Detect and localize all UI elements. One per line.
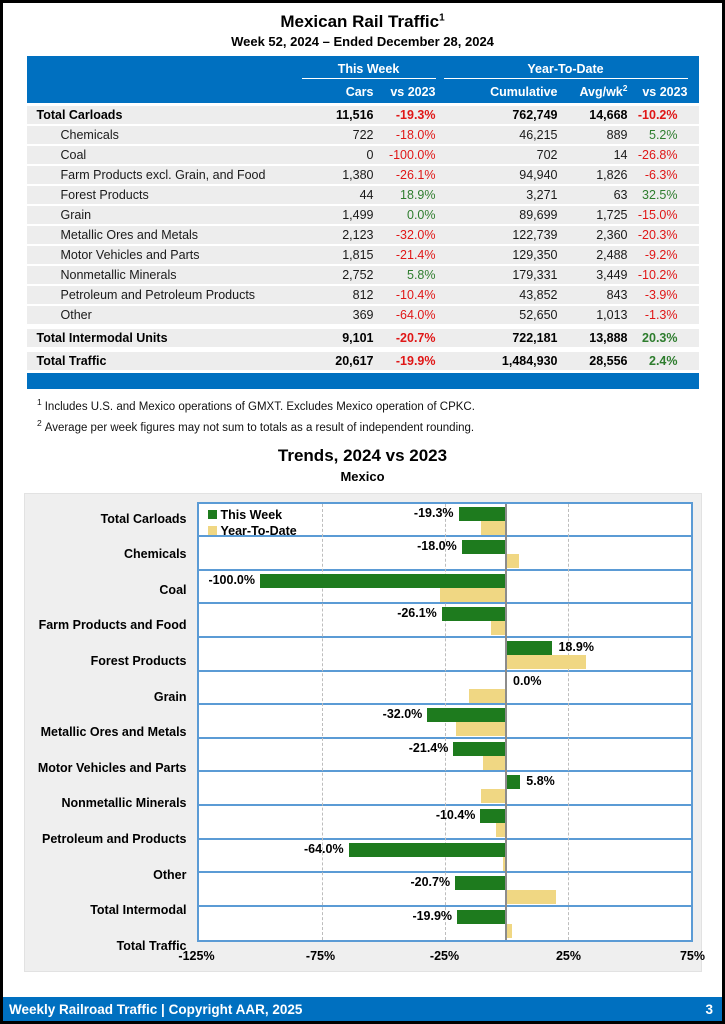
zero-axis-line: [505, 504, 507, 941]
chart-category-label: Chemicals: [123, 547, 187, 562]
table-row: [27, 306, 699, 324]
table-row: [27, 352, 699, 370]
gridline: [568, 504, 569, 941]
cell-cumulative: 89,699: [519, 208, 558, 222]
cell-cumulative: 43,852: [519, 288, 558, 302]
cell-vs-2023-ytd: 2.4%: [649, 354, 678, 368]
chart-category-label: Motor Vehicles and Parts: [37, 760, 187, 775]
page-subtitle: Week 52, 2024 – Ended December 28, 2024: [231, 34, 494, 49]
cell-vs-2023-week: -26.1%: [395, 168, 436, 182]
chart-legend: [208, 507, 297, 539]
x-axis-tick-label: 25%: [555, 949, 582, 964]
column-header-vs-2023-week: vs 2023: [390, 85, 436, 99]
bar-this-week: [506, 641, 552, 655]
cell-cumulative: 129,350: [512, 248, 558, 262]
footer-page-number: 3: [705, 1001, 713, 1017]
cell-cumulative: 179,331: [512, 268, 558, 282]
bar-this-week: [462, 540, 506, 554]
cell-vs-2023-ytd: -10.2%: [637, 268, 678, 282]
column-header-cumulative: Cumulative: [490, 85, 558, 99]
x-axis-tick-label: -75%: [305, 949, 336, 964]
cell-cumulative: 122,739: [512, 228, 558, 242]
cell-cumulative: 52,650: [519, 308, 558, 322]
row-label: Total Traffic: [36, 354, 107, 368]
chart-category-label: Other: [153, 867, 187, 882]
table-header: [27, 56, 699, 103]
table-column-header-row: [27, 79, 699, 99]
chart-band: [199, 571, 691, 605]
footnote: $^1$ Includes U.S. and Mexico operations of GMXT. Excludes Mexico operation of CPKC.: [37, 397, 475, 413]
cell-vs-2023-week: -64.0%: [395, 308, 436, 322]
legend-item-year-to-date: Year-To-Date: [208, 523, 297, 539]
group-header-year-to-date: Year-To-Date: [444, 62, 688, 79]
bar-year-to-date: [469, 689, 506, 703]
cell-cars: 2,123: [342, 228, 374, 242]
chart-category-label: Metallic Ores and Metals: [40, 725, 187, 740]
bar-value-label: -20.7%: [410, 875, 451, 890]
bar-value-label: -19.9%: [412, 908, 453, 923]
column-header-avg-wk: Avg/$wk^2$: [579, 82, 628, 99]
chart-category-label: Total Carloads: [100, 511, 187, 526]
cell-vs-2023-ytd: -26.8%: [637, 148, 678, 162]
cell-cumulative: 3,271: [526, 188, 558, 202]
row-label: Total Intermodal Units: [36, 331, 168, 345]
table-bottom-divider: [27, 373, 699, 389]
bar-this-week: [260, 574, 506, 588]
bar-year-to-date: [506, 655, 586, 669]
cell-cars: 9,101: [342, 331, 374, 345]
cell-cars: 369: [352, 308, 374, 322]
chart-category-label: Farm Products and Food: [38, 618, 187, 633]
cell-avg-wk: 2,360: [596, 228, 628, 242]
legend-item-this-week: This Week: [208, 507, 297, 523]
chart-category-label: Grain: [153, 689, 187, 704]
bar-value-label: -19.3%: [413, 505, 454, 520]
table-row: [27, 246, 699, 264]
cell-avg-wk: 1,826: [596, 168, 628, 182]
footnotes: [37, 397, 722, 434]
cell-cumulative: 94,940: [519, 168, 558, 182]
bar-value-label: -100.0%: [208, 572, 255, 587]
bar-year-to-date: [506, 890, 556, 904]
cell-cumulative: 722,181: [512, 331, 558, 345]
bar-value-label: -32.0%: [382, 707, 423, 722]
bar-year-to-date: [481, 789, 506, 803]
cell-cars: 11,516: [335, 108, 374, 122]
bar-this-week: [459, 507, 506, 521]
cell-vs-2023-ytd: 5.2%: [649, 128, 678, 142]
bar-value-label: -21.4%: [408, 740, 449, 755]
cell-vs-2023-week: -21.4%: [395, 248, 436, 262]
cell-cars: 0: [366, 148, 374, 162]
bar-this-week: [442, 607, 506, 621]
cell-vs-2023-week: -32.0%: [395, 228, 436, 242]
row-label: Chemicals: [60, 128, 119, 142]
cell-vs-2023-week: 18.9%: [400, 188, 436, 202]
column-header-cars: Cars: [345, 85, 374, 99]
bar-value-label: 5.8%: [526, 774, 555, 789]
cell-cars: 722: [352, 128, 374, 142]
bar-year-to-date: [506, 554, 519, 568]
cell-cars: 2,752: [342, 268, 374, 282]
chart-title: Trends, 2024 vs 2023: [277, 445, 448, 465]
table-row: [27, 226, 699, 244]
cell-avg-wk: 1,013: [596, 308, 628, 322]
bar-value-label: 0.0%: [513, 673, 542, 688]
cell-vs-2023-ytd: -6.3%: [644, 168, 678, 182]
cell-vs-2023-week: -10.4%: [395, 288, 436, 302]
cell-vs-2023-week: -19.9%: [395, 354, 436, 368]
cell-avg-wk: 843: [606, 288, 628, 302]
table-row: [27, 106, 699, 124]
chart-category-label: Total Traffic: [116, 938, 187, 953]
bar-this-week: [455, 876, 506, 890]
table-row: [27, 186, 699, 204]
row-label: Farm Products excl. Grain, and Food: [60, 168, 266, 182]
chart-category-label: Coal: [159, 582, 187, 597]
legend-swatch-this-week: [208, 510, 217, 519]
report-header: [3, 12, 722, 49]
group-header-this-week: This Week: [302, 62, 436, 79]
column-header-vs-2023-ytd: vs 2023: [642, 85, 688, 99]
cell-vs-2023-ytd: -15.0%: [637, 208, 678, 222]
cell-cars: 1,815: [342, 248, 374, 262]
table-row: [27, 146, 699, 164]
bar-year-to-date: [440, 588, 506, 602]
bar-this-week: [457, 910, 506, 924]
table-row: [27, 206, 699, 224]
cell-vs-2023-ytd: -9.2%: [644, 248, 678, 262]
cell-vs-2023-week: 0.0%: [407, 208, 436, 222]
cell-avg-wk: 13,888: [589, 331, 628, 345]
bar-value-label: -26.1%: [397, 606, 437, 621]
title-footnote-marker: 1: [439, 12, 445, 24]
cell-avg-wk: 3,449: [596, 268, 628, 282]
table-group-header-row: [27, 59, 699, 79]
bar-year-to-date: [483, 756, 506, 770]
cell-cumulative: 762,749: [512, 108, 558, 122]
footnote: $^2$ Average per week figures may not sum to totals as a result of independent rounding.: [37, 417, 475, 434]
bar-this-week: [427, 708, 506, 722]
cell-vs-2023-week: -19.3%: [395, 108, 436, 122]
cell-cars: 812: [352, 288, 374, 302]
chart-category-labels: [29, 502, 197, 968]
chart-subtitle: Mexico: [340, 468, 385, 484]
chart-category-label: Forest Products: [90, 653, 187, 668]
cell-avg-wk: 2,488: [596, 248, 628, 262]
cell-cars: 44: [359, 188, 374, 202]
cell-vs-2023-week: -18.0%: [395, 128, 436, 142]
cell-avg-wk: 28,556: [589, 354, 628, 368]
table-row: [27, 126, 699, 144]
row-label: Coal: [60, 148, 87, 162]
table-body: [27, 106, 699, 370]
cell-avg-wk: 14: [613, 148, 628, 162]
bar-year-to-date: [481, 521, 506, 535]
row-label: Nonmetallic Minerals: [60, 268, 177, 282]
cell-vs-2023-ytd: -3.9%: [644, 288, 678, 302]
cell-vs-2023-week: -20.7%: [395, 331, 436, 345]
row-label: Metallic Ores and Metals: [60, 228, 199, 242]
cell-cars: 1,380: [342, 168, 374, 182]
x-axis-tick-label: -25%: [429, 949, 460, 964]
cell-avg-wk: 889: [606, 128, 628, 142]
cell-vs-2023-ytd: 32.5%: [642, 188, 678, 202]
cell-vs-2023-ytd: -1.3%: [644, 308, 678, 322]
cell-vs-2023-week: -100.0%: [388, 148, 436, 162]
gridline: [322, 504, 323, 941]
row-label: Other: [60, 308, 92, 322]
bar-this-week: [453, 742, 506, 756]
cell-cars: 1,499: [342, 208, 374, 222]
table-row: [27, 266, 699, 284]
cell-avg-wk: 1,725: [596, 208, 628, 222]
cell-avg-wk: 14,668: [589, 108, 628, 122]
chart-plot-area: [197, 502, 693, 943]
row-label: Grain: [60, 208, 92, 222]
bar-this-week: [480, 809, 506, 823]
page-footer: [3, 997, 722, 1021]
bar-year-to-date: [456, 722, 506, 736]
chart-panel: [24, 493, 706, 973]
table-row: [27, 329, 699, 347]
cell-cumulative: 702: [536, 148, 558, 162]
bar-value-label: -18.0%: [417, 539, 457, 554]
bar-this-week: [349, 843, 506, 857]
chart-category-label: Nonmetallic Minerals: [61, 796, 187, 811]
cell-vs-2023-ytd: -10.2%: [637, 108, 678, 122]
table-row: [27, 286, 699, 304]
cell-cumulative: 46,215: [519, 128, 558, 142]
row-label: Motor Vehicles and Parts: [60, 248, 200, 262]
cell-vs-2023-ytd: -20.3%: [637, 228, 678, 242]
legend-swatch-year-to-date: [208, 526, 217, 535]
row-label: Forest Products: [60, 188, 149, 202]
page-title: Mexican Rail Traffic$^1$: [280, 12, 445, 31]
table-row: [27, 166, 699, 184]
chart-category-label: Petroleum and Products: [42, 831, 187, 846]
bar-value-label: -64.0%: [303, 841, 344, 856]
bar-year-to-date: [491, 621, 506, 635]
row-label: Total Carloads: [36, 108, 123, 122]
chart-body: [29, 502, 706, 968]
cell-vs-2023-week: 5.8%: [407, 268, 436, 282]
bar-value-label: -10.4%: [435, 808, 476, 822]
bar-this-week: [506, 775, 520, 789]
cell-avg-wk: 63: [613, 188, 628, 202]
footer-text: Weekly Railroad Traffic | Copyright AAR, 2025: [9, 1001, 303, 1017]
traffic-table: [27, 56, 699, 370]
cell-cars: 20,617: [335, 354, 374, 368]
x-axis-tick-label: 75%: [679, 949, 706, 964]
bar-value-label: 18.9%: [558, 640, 594, 655]
row-label: Petroleum and Petroleum Products: [60, 288, 256, 302]
x-axis-tick-label: -125%: [178, 949, 215, 964]
cell-cumulative: 1,484,930: [501, 354, 558, 368]
chart-category-label: Total Intermodal: [90, 903, 187, 918]
cell-vs-2023-ytd: 20.3%: [642, 331, 678, 345]
chart-x-axis: [178, 945, 706, 967]
